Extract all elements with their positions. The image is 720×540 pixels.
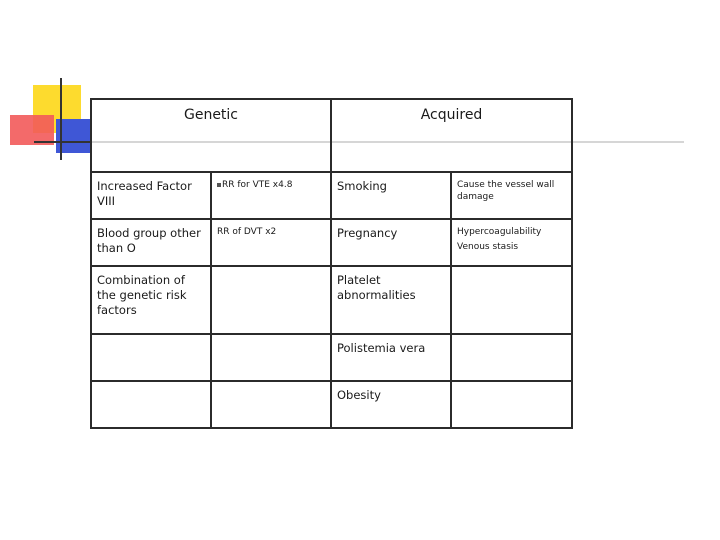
vertical-rule: [60, 78, 62, 160]
genetic-note-text: RR for VTE x4.8: [222, 180, 293, 190]
yellow-square: [33, 85, 81, 133]
acquired-note-cell: [451, 219, 572, 266]
table-row: [91, 334, 572, 381]
acquired-note-cell: [451, 266, 572, 334]
horizontal-rule-accent: [34, 141, 92, 143]
acquired-factor-cell: Obesity: [331, 381, 451, 428]
table-header-row: [91, 99, 572, 172]
acquired-factor-cell: Platelet abnormalities: [331, 266, 451, 334]
genetic-factor-cell: Combination of the genetic risk factors: [91, 266, 211, 334]
blue-square: [56, 119, 90, 153]
table-row: [91, 266, 572, 334]
acquired-factor-cell: Pregnancy: [331, 219, 451, 266]
genetic-note-cell: [211, 266, 331, 334]
bullet-icon: [217, 183, 221, 187]
genetic-factor-cell: [91, 381, 211, 428]
table-row: [91, 381, 572, 428]
genetic-note-cell: [211, 172, 331, 219]
acquired-factor-cell: Polistemia vera: [331, 334, 451, 381]
acquired-note-cell: [451, 381, 572, 428]
acquired-note-line1: Hypercoagulability: [457, 227, 542, 237]
header-acquired: Acquired: [331, 99, 572, 172]
genetic-factor-cell: Increased Factor VIII: [91, 172, 211, 219]
genetic-factor-cell: [91, 334, 211, 381]
header-genetic: Genetic: [91, 99, 331, 172]
risk-factor-table: [90, 98, 573, 429]
table-row: [91, 172, 572, 219]
genetic-note-cell: [211, 334, 331, 381]
genetic-note-cell: [211, 381, 331, 428]
genetic-factor-cell: Blood group other than O: [91, 219, 211, 266]
acquired-note-cell: Cause the vessel wall damage: [451, 172, 572, 219]
acquired-note-cell: [451, 334, 572, 381]
acquired-factor-cell: Smoking: [331, 172, 451, 219]
acquired-note-line2: Venous stasis: [457, 242, 519, 252]
table-row: [91, 219, 572, 266]
genetic-note-cell: RR of DVT x2: [211, 219, 331, 266]
